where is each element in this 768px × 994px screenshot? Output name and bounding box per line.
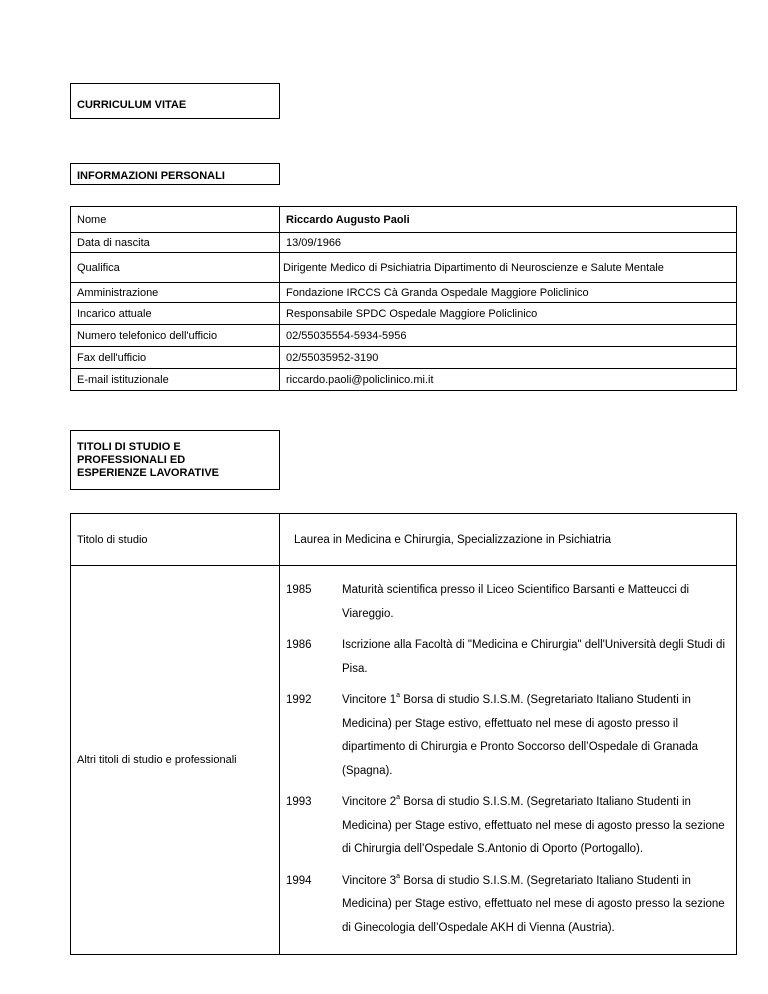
entry-text <box>342 870 728 941</box>
entry-1986 <box>286 634 728 681</box>
entry-1993 <box>286 791 728 862</box>
value-qualifica: Dirigente Medico di Psichiatria Dipartimento di Neuroscienze e Salute Mentale <box>280 253 737 283</box>
entry-text <box>342 791 728 862</box>
row-titolo-studio <box>71 514 737 566</box>
entry-year: 1985 <box>286 584 312 596</box>
row-qualifica <box>71 253 737 283</box>
label-incarico: Incarico attuale <box>71 303 280 325</box>
titoli-title-line-2: PROFESSIONALI ED <box>77 454 186 466</box>
value-incarico: Responsabile SPDC Ospedale Maggiore Policlinico <box>280 303 737 325</box>
value-fax: 02/55035952-3190 <box>280 347 737 369</box>
row-altri-titoli <box>71 566 737 955</box>
cv-title: CURRICULUM VITAE <box>77 99 187 111</box>
row-fax <box>71 347 737 369</box>
row-telefono <box>71 325 737 347</box>
value-data-nascita: 13/09/1966 <box>280 233 737 253</box>
entry-1994 <box>286 870 728 941</box>
studies-table <box>70 513 737 955</box>
entry-text-sup: a <box>396 794 401 801</box>
entry-text-sup: a <box>396 872 401 880</box>
row-incarico <box>71 303 737 325</box>
entry-text <box>342 689 728 783</box>
entry-year: 1994 <box>286 874 312 887</box>
personal-info-title-box <box>70 163 280 185</box>
altri-titoli-entries <box>280 566 736 954</box>
entry-text-post: Borsa di studio S.I.S.M. (Segretariato Italiano Studenti in Medicina) per Stage estivo, effettuato nel mese di agosto presso la sezione di Chirurgia dell’Ospedale S.Antonio di Oporto (Portogallo). <box>342 796 725 855</box>
label-nome: Nome <box>71 207 280 233</box>
entry-text-post: Borsa di studio S.I.S.M. (Segretariato Italiano Studenti in Medicina) per Stage estivo, effettuato nel mese di agosto presso il dipartimento di Chirurgia e Pronto Soccorso dell’Ospedale di Granada (Spagna). <box>342 694 699 777</box>
entry-1985 <box>286 579 728 626</box>
entry-text: Maturità scientifica presso il Liceo Scientifico Barsanti e Matteucci di Viareggio. <box>342 584 690 620</box>
row-email <box>71 369 737 391</box>
entry-text: Iscrizione alla Facoltà di "Medicina e Chirurgia" dell'Università degli Studi di Pisa. <box>342 639 726 675</box>
label-altri-titoli: Altri titoli di studio e professionali <box>71 566 280 955</box>
row-nome <box>71 207 737 233</box>
altri-titoli-entries-cell <box>280 566 737 955</box>
value-amministrazione: Fondazione IRCCS Cà Granda Ospedale Maggiore Policlinico <box>280 283 737 303</box>
entry-year: 1992 <box>286 694 312 706</box>
row-data-nascita <box>71 233 737 253</box>
entry-text-pre: Vincitore 2 <box>342 796 397 808</box>
titoli-title-line-1: TITOLI DI STUDIO E <box>77 441 181 453</box>
entry-1992 <box>286 689 728 783</box>
label-qualifica: Qualifica <box>71 253 280 283</box>
cv-title-box <box>70 83 280 119</box>
entry-text-pre: Vincitore 1 <box>342 694 397 706</box>
label-data-nascita: Data di nascita <box>71 233 280 253</box>
row-amministrazione <box>71 283 737 303</box>
label-telefono: Numero telefonico dell'ufficio <box>71 325 280 347</box>
entry-year: 1986 <box>286 639 312 651</box>
personal-info-title: INFORMAZIONI PERSONALI <box>77 170 225 182</box>
value-titolo-studio: Laurea in Medicina e Chirurgia, Specializzazione in Psichiatria <box>280 514 737 566</box>
personal-info-table <box>70 206 737 391</box>
value-nome: Riccardo Augusto Paoli <box>280 207 737 233</box>
entry-year: 1993 <box>286 796 312 808</box>
titoli-title-box <box>70 430 280 490</box>
entry-text-pre: Vincitore 3 <box>342 874 397 887</box>
label-fax: Fax dell'ufficio <box>71 347 280 369</box>
label-email: E-mail istituzionale <box>71 369 280 391</box>
label-titolo-studio: Titolo di studio <box>71 514 280 566</box>
value-telefono: 02/55035554-5934-5956 <box>280 325 737 347</box>
entry-text-sup: a <box>396 692 401 699</box>
value-email: riccardo.paoli@policlinico.mi.it <box>280 369 737 391</box>
entry-text-post: Borsa di studio S.I.S.M. (Segretariato Italiano Studenti in Medicina) per Stage estivo, effettuato nel mese di agosto presso la sezione di Ginecologia dell’Ospedale AKH di Vienna (Austria). <box>342 874 725 934</box>
label-amministrazione: Amministrazione <box>71 283 280 303</box>
titoli-title-line-3: ESPERIENZE LAVORATIVE <box>77 467 220 479</box>
